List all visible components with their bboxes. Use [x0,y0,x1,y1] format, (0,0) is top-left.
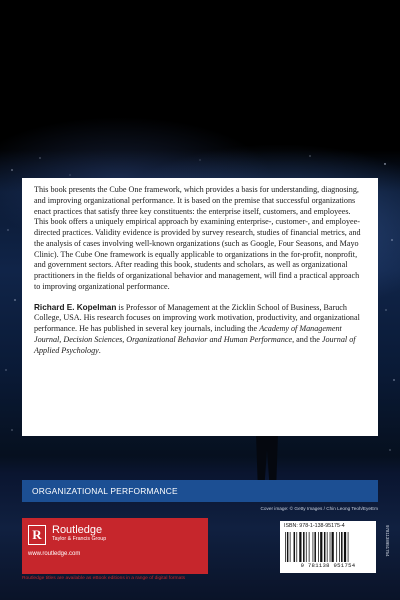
barcode-stripe [306,532,307,562]
isbn-label: ISBN: 978-1-138-95175-4 [284,523,345,529]
barcode-icon [284,532,372,562]
journal-title: Organizational Behavior and Human Performance [126,334,293,344]
barcode-stripe [299,532,301,562]
publisher-url[interactable]: www.routledge.com [28,551,81,557]
barcode-stripe [339,532,340,562]
journal-title: Academy of Management Journal [34,324,342,344]
ebook-editions-note: Routledge titles are available as eBook editions in a range of digital formats [22,576,186,581]
routledge-logo-icon: R [28,525,46,545]
publisher-subtitle: Taylor & Francis Group [52,536,107,542]
barcode-stripe [324,532,326,562]
barcode-stripe [313,532,314,562]
barcode-stripe [290,532,291,562]
barcode-stripe [314,532,316,562]
book-description: This book presents the Cube One framework, which provides a basis for understanding, diagnosing, and improving organizational performance. It is based on the premise that successful organizations enact practices that satisfy three key constituents: the enterprise itself, customers, and employees. This book offers a uniquely empirical approach by examining enterprise-, customer-, and employee-directed practices. Validity evidence is provided by survey research, studies of financial metrics, and the analysis of cases involving well-known organizations (such as Google, Four Seasons, and Mayo Clinic). The Cube One framework is equally applicable to organizations in the for-profit, nonprofit, and government sectors. After reading this book, students and scholars, as well as organizational practitioners in the fields of organizational behavior and management, will find a practical approach to improving organizational performance. [34,185,361,291]
barcode-box [280,521,376,573]
journal-title: Journal of Applied Psychology [34,334,356,355]
barcode-stripe [287,532,289,562]
barcode-stripe [348,532,349,562]
barcode-stripe [327,532,328,562]
series-label: ORGANIZATIONAL PERFORMANCE [22,480,378,502]
barcode-stripe [344,532,346,562]
barcode-stripe [330,532,331,562]
barcode-number: 9 781138 951754 [300,562,356,569]
barcode-stripe [336,532,337,562]
barcode-stripe [341,532,343,562]
barcode-stripe [303,532,305,562]
publisher-block [22,518,208,574]
barcode-stripe [296,532,297,562]
barcode-stripe [320,532,322,562]
author-name: Richard E. Kopelman [34,302,117,312]
description-panel [22,178,378,436]
barcode-stripe [285,532,286,562]
publisher-name: Routledge [52,524,103,536]
side-isbn-code: 9781138951754 [385,525,390,557]
cover-image-credit: Cover image: © Getty Images / Chin Leong Teoh/EyeEm [260,506,378,511]
barcode-stripe [294,532,296,562]
barcode-stripe [318,532,319,562]
author-bio: Richard E. Kopelman is Professor of Management at the Zicklin School of Business, Baruch College, USA. His research focuses on improving work motivation, productivity, and organizational performance. He has published in several key journals, including the Academy of Management Journal, Decision Sciences, Organizational Behavior and Human Performance, and the Journal of Applied Psychology. [34,302,360,355]
barcode-stripe [309,532,310,562]
barcode-stripe [332,532,334,562]
journal-title: Decision Sciences [63,334,123,344]
